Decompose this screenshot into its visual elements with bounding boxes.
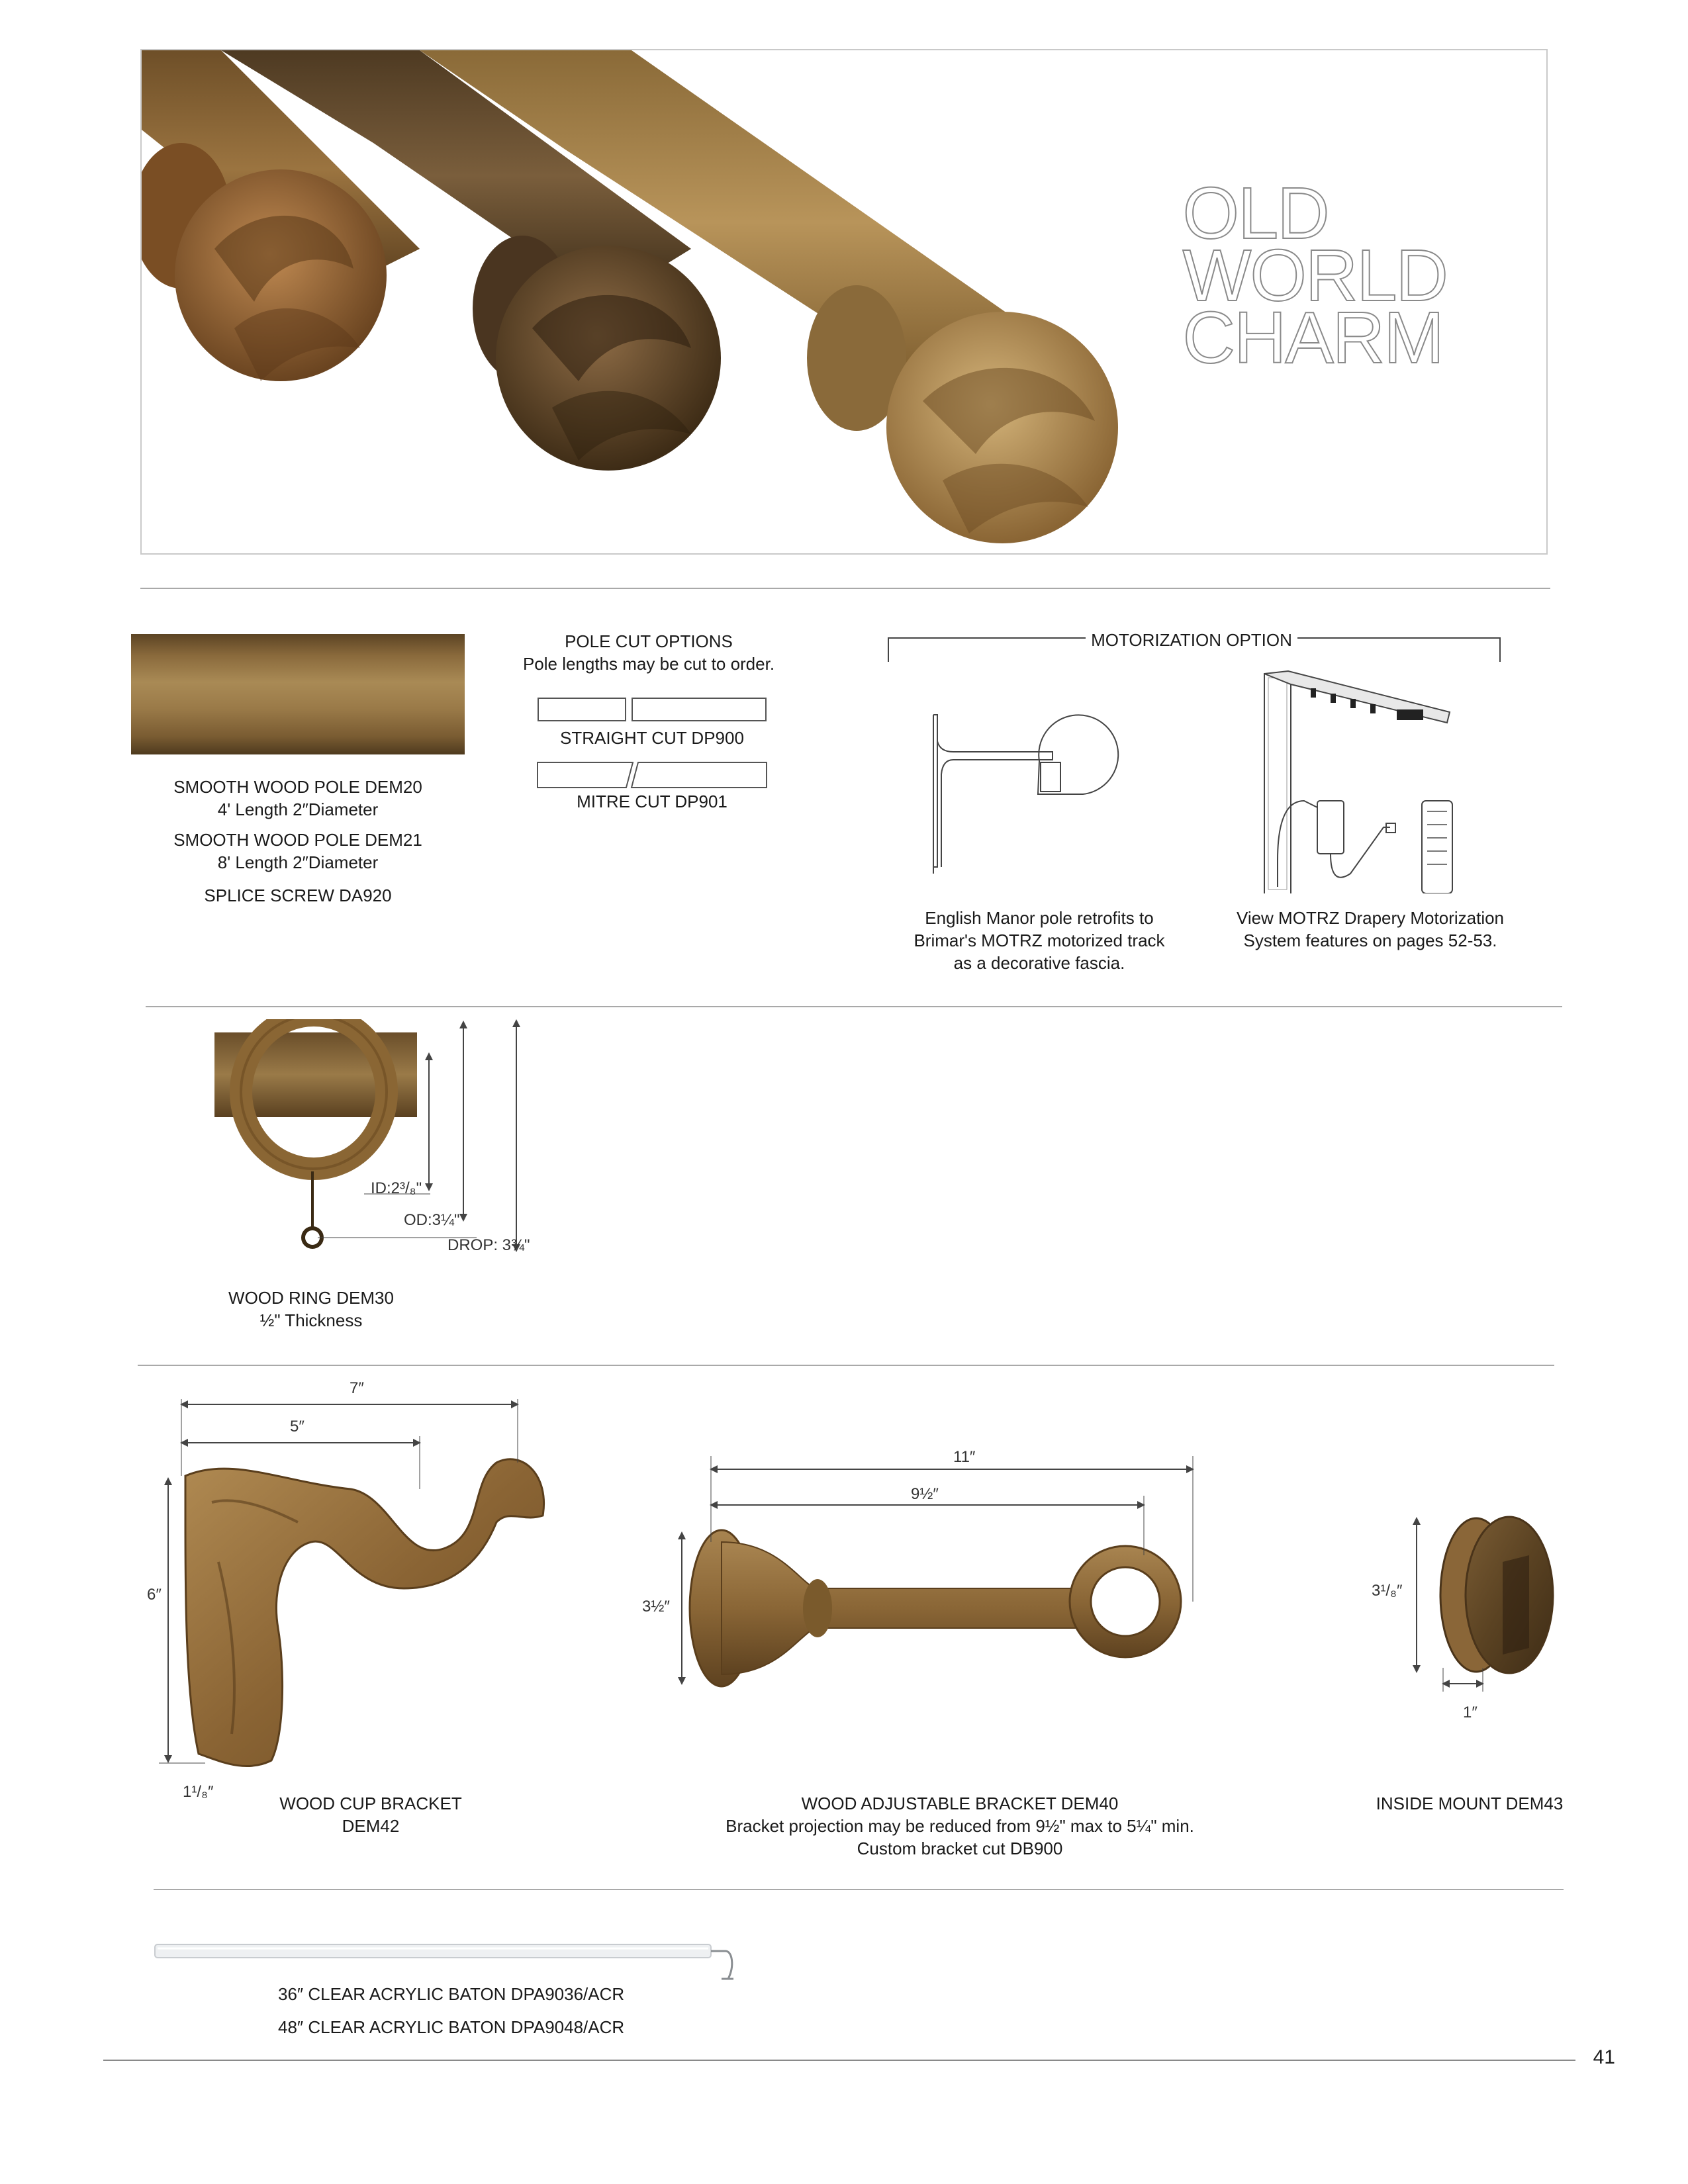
mitre-cut-diagram <box>536 761 769 789</box>
inside-mount-caption: INSIDE MOUNT DEM43 <box>1376 1794 1564 1813</box>
wood-ring-spec: ½" Thickness <box>259 1310 363 1330</box>
inside-mount-height: 3¹/₈″ <box>1372 1582 1403 1600</box>
adj-bracket-name: WOOD ADJUSTABLE BRACKET DEM40 <box>801 1794 1119 1813</box>
motorization-title: MOTORIZATION OPTION <box>1091 630 1292 650</box>
pole-item-1-name: SMOOTH WOOD POLE DEM20 <box>173 777 422 797</box>
cup-bracket-width-5: 5″ <box>290 1418 305 1435</box>
cup-bracket-depth: 1¹/₈″ <box>183 1783 214 1801</box>
cup-bracket-height-6: 6″ <box>147 1586 162 1604</box>
adj-bracket-height-3-5: 3½″ <box>642 1598 670 1615</box>
retrofit-caption-line-1: English Manor pole retrofits to <box>925 908 1154 928</box>
adj-bracket-caption <box>688 1792 1231 1860</box>
baton-48-label: 48″ CLEAR ACRYLIC BATON DPA9048/ACR <box>278 2017 625 2037</box>
adj-bracket-width-11: 11″ <box>953 1448 976 1466</box>
motrz-caption-line-1: View MOTRZ Drapery Motorization <box>1236 908 1505 928</box>
straight-cut-left-piece <box>538 698 626 721</box>
pole-item-1-spec: 4' Length 2″Diameter <box>217 799 379 819</box>
pole-cut-subtitle: Pole lengths may be cut to order. <box>522 654 775 674</box>
straight-cut-label: STRAIGHT CUT DP900 <box>560 728 744 748</box>
ring-od-label: OD:3¼" <box>404 1211 460 1229</box>
wood-ring-caption <box>199 1287 424 1332</box>
pole-cut-title: POLE CUT OPTIONS <box>565 631 733 651</box>
wood-adjustable-bracket-image <box>662 1443 1218 1721</box>
retrofit-caption-line-2: Brimar's MOTRZ motorized track <box>914 931 1165 950</box>
hero-title <box>1182 173 1447 379</box>
wood-ring-image <box>212 1019 543 1271</box>
pole-cut-header <box>510 630 788 675</box>
splice-screw-label: SPLICE SCREW DA920 <box>204 886 392 905</box>
retrofit-caption <box>880 907 1198 974</box>
page-number: 41 <box>1593 2046 1615 2068</box>
section-divider <box>154 1889 1564 1890</box>
inside-mount-depth: 1″ <box>1463 1704 1477 1721</box>
ring-drop-label: DROP: 3¾" <box>447 1236 530 1254</box>
wood-ring-name: WOOD RING DEM30 <box>228 1288 394 1308</box>
baton-caption <box>278 1978 624 2044</box>
cup-bracket-caption: WOOD CUP BRACKET DEM42 <box>279 1794 462 1836</box>
retrofit-caption-line-3: as a decorative fascia. <box>953 953 1125 973</box>
hero-title-line-3: CHARM <box>1182 297 1443 379</box>
motrz-caption <box>1211 907 1529 952</box>
section-divider <box>146 1006 1562 1007</box>
retrofit-bracket-diagram <box>927 708 1125 880</box>
ring-id-label: ID:2³/₈" <box>371 1179 422 1197</box>
adj-bracket-line-3: Custom bracket cut DB900 <box>857 1839 1063 1858</box>
cup-bracket-width-7: 7″ <box>350 1379 364 1397</box>
adj-bracket-line-2: Bracket projection may be reduced from 9½" max to 5¼" min. <box>726 1816 1194 1836</box>
hero-title-line-1: OLD <box>1182 173 1329 254</box>
mitre-cut-label: MITRE CUT DP901 <box>577 792 727 811</box>
section-divider <box>138 1365 1554 1366</box>
hero-title-line-2: WORLD <box>1182 235 1447 316</box>
baton-36-label: 36″ CLEAR ACRYLIC BATON DPA9036/ACR <box>278 1984 625 2004</box>
motrz-caption-line-2: System features on pages 52-53. <box>1243 931 1497 950</box>
pole-caption <box>131 776 465 907</box>
pole-item-2-spec: 8' Length 2″Diameter <box>217 852 379 872</box>
smooth-wood-pole-image <box>131 634 465 754</box>
adj-bracket-width-9-5: 9½″ <box>911 1485 939 1503</box>
wood-cup-bracket-image <box>139 1390 589 1800</box>
pole-item-2-name: SMOOTH WOOD POLE DEM21 <box>173 830 422 850</box>
motorized-track-diagram <box>1251 668 1463 893</box>
section-divider <box>140 588 1550 589</box>
hero-panel <box>140 49 1548 555</box>
footer-rule <box>103 2060 1575 2061</box>
inside-mount-image <box>1377 1509 1602 1707</box>
straight-cut-right-piece <box>632 698 767 721</box>
